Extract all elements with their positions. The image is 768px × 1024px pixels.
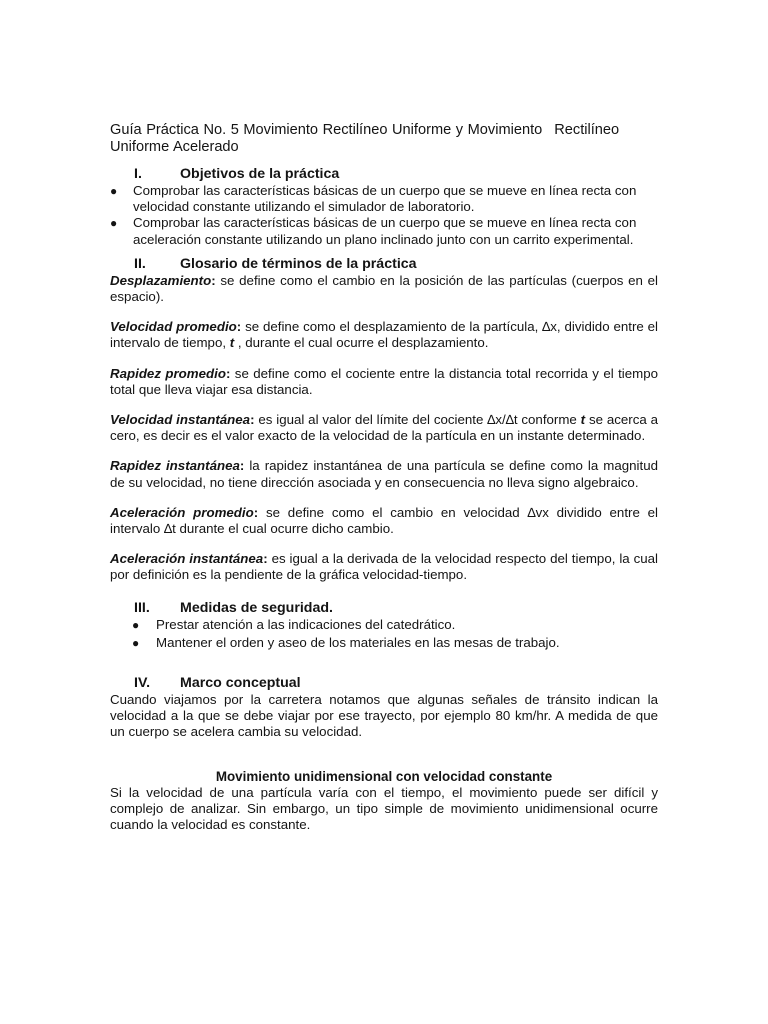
section-heading-framework	[110, 675, 658, 692]
section-title: Marco conceptual	[180, 675, 301, 692]
list-item: ● Mantener el orden y aseo de los materiales en las mesas de trabajo.	[132, 634, 560, 650]
glossary-term-aceleracion-promedio: Aceleración promedio: se define como el cambio en velocidad ∆vx dividido entre el intervalo ∆t durante el cual ocurre dicho cambio.	[110, 504, 658, 537]
list-item: ● Comprobar las características básicas de un cuerpo que se mueve en línea recta con aceleración constante utilizando un plano inclinado junto con un carrito experimental.	[110, 215, 637, 247]
glossary-term-velocidad-instantanea: Velocidad instantánea: es igual al valor del límite del cociente ∆x/∆t conforme t se acerca a cero, es decir es el valor exacto de la velocidad de la partícula en un instante determinado.	[110, 412, 659, 444]
title-line-1: Guía Práctica No. 5 Movimiento Rectilíneo Uniforme y Movimiento Rectilíneo	[110, 122, 620, 138]
subsection-paragraph: Si la velocidad de una partícula varía con el tiempo, el movimiento puede ser difícil y complejo de analizar. Sin embargo, un tipo simple de movimiento unidimensional ocurre cuando la velocidad es constante.	[110, 784, 658, 833]
document-title	[110, 122, 658, 156]
section-title: Glosario de términos de la práctica	[180, 255, 417, 272]
bullet-icon: ●	[110, 216, 118, 231]
section-title: Medidas de seguridad.	[180, 599, 333, 616]
section-number: II.	[134, 255, 146, 272]
glossary-term-rapidez-instantanea: Rapidez instantánea: la rapidez instantánea de una partícula se define como la magnitud de su velocidad, no tiene dirección asociada y en consecuencia no lleva signo algebraico.	[110, 458, 658, 490]
bullet-icon: ●	[132, 635, 140, 650]
bullet-icon: ●	[132, 617, 140, 632]
title-line-2: Uniforme Acelerado	[110, 139, 239, 155]
glossary-term-desplazamiento: Desplazamiento: se define como el cambio en la posición de las partículas (cuerpos en el espacio).	[110, 272, 658, 305]
glossary-term-aceleracion-instantanea: Aceleración instantánea: es igual a la derivada de la velocidad respecto del tiempo, la cual por definición es la pendiente de la gráfica velocidad-tiempo.	[110, 551, 658, 583]
section-heading-safety	[110, 600, 658, 617]
section-number: III.	[134, 599, 150, 616]
section-heading-glossary	[110, 256, 658, 273]
glossary-term-rapidez-promedio: Rapidez promedio: se define como el cociente entre la distancia total recorrida y el tiempo total que lleva viajar esa distancia.	[110, 365, 658, 397]
glossary-term-velocidad-promedio: Velocidad promedio: se define como el desplazamiento de la partícula, ∆x, dividido entre el intervalo de tiempo, t , durante el cual ocurre el desplazamiento.	[110, 319, 658, 351]
section-title: Objetivos de la práctica	[180, 166, 340, 182]
section-number: I.	[134, 166, 142, 182]
framework-paragraph: Cuando viajamos por la carretera notamos que algunas señales de tránsito indican la velocidad a la que se debe viajar por ese trayecto, por ejemplo 80 km/hr. A medida de que un cuerpo se acelera cambia su velocidad.	[110, 692, 658, 740]
section-number: IV.	[134, 675, 151, 692]
list-item: ● Prestar atención a las indicaciones del catedrático.	[132, 616, 456, 632]
bullet-icon: ●	[110, 184, 118, 198]
objectives-list	[110, 183, 658, 248]
safety-list	[110, 617, 658, 651]
document-page	[110, 122, 658, 833]
subsection-heading: Movimiento unidimensional con velocidad constante	[215, 768, 553, 784]
list-item: ● Comprobar las características básicas de un cuerpo que se mueve en línea recta con velocidad constante utilizando el simulador de laboratorio.	[110, 183, 637, 215]
section-heading-objectives	[110, 166, 658, 183]
